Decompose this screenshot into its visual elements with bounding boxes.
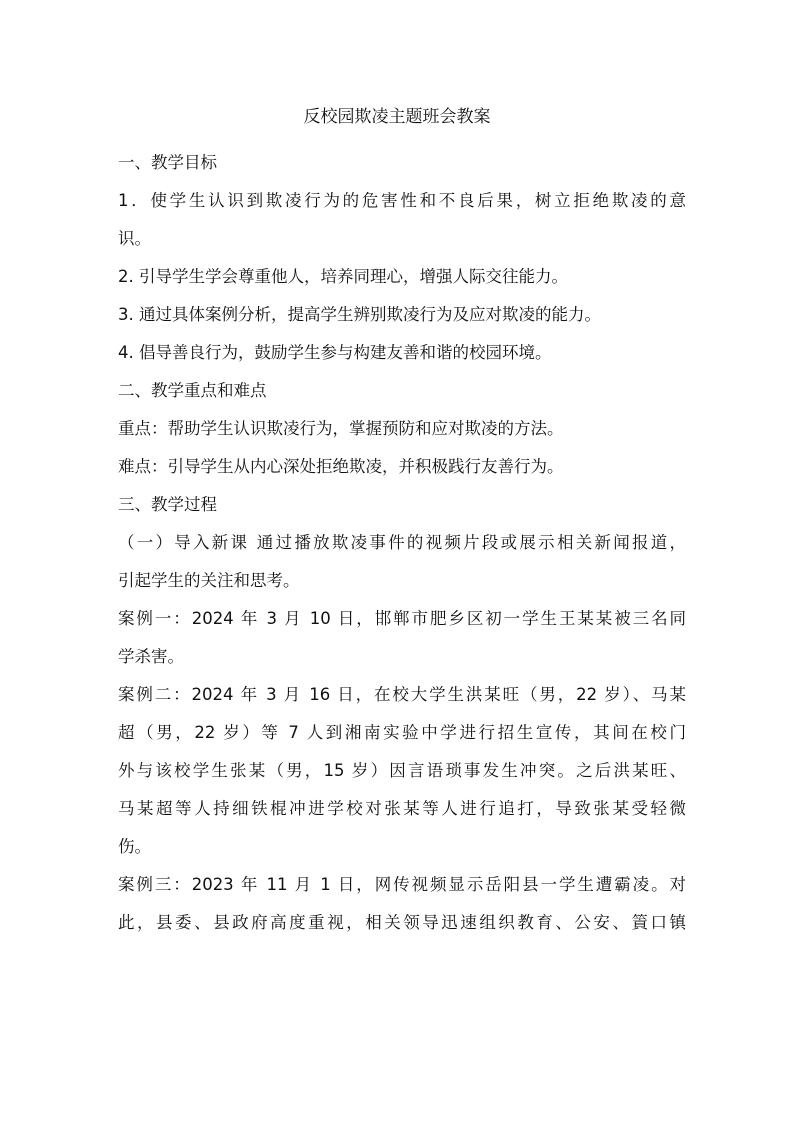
paragraph-line: 案例二：2024 年 3 月 16 日，在校大学生洪某旺（男，22 岁）、马某 [118, 685, 686, 704]
paragraph-line: （一）导入新课 通过播放欺凌事件的视频片段或展示相关新闻报道， [118, 533, 686, 552]
section-heading-objectives: 一、教学目标 [118, 153, 217, 172]
paragraph-line: 此，县委、县政府高度重视，相关领导迅速组织教育、公安、篢口镇 [118, 913, 686, 932]
section-heading-process: 三、教学过程 [118, 495, 217, 514]
paragraph-line: 案例三：2023 年 11 月 1 日，网传视频显示岳阳县一学生遭霸凌。对 [118, 875, 686, 894]
paragraph-line: 2. 引导学生学会尊重他人，培养同理心，增强人际交往能力。 [118, 267, 568, 286]
paragraph-line: 难点：引导学生从内心深处拒绝欺凌，并积极践行友善行为。 [118, 457, 564, 476]
document-body [118, 144, 686, 942]
paragraph-line: 重点：帮助学生认识欺凌行为，掌握预防和应对欺凌的方法。 [118, 419, 564, 438]
paragraph-line: 超（男，22 岁）等 7 人到湘南实验中学进行招生宣传，其间在校门 [118, 723, 686, 742]
paragraph-line: 3. 通过具体案例分析，提高学生辨别欺凌行为及应对欺凌的能力。 [118, 305, 601, 324]
paragraph-line: 外与该校学生张某（男，15 岁）因言语琐事发生冲突。之后洪某旺、 [118, 761, 686, 780]
paragraph-line: 识。 [118, 229, 151, 248]
paragraph-line: 学杀害。 [118, 647, 184, 666]
paragraph-line: 案例一：2024 年 3 月 10 日，邯郸市肥乡区初一学生王某某被三名同 [118, 609, 686, 628]
paragraph-line: 马某超等人持细铁棍冲进学校对张某等人进行追打，导致张某受轻微 [118, 799, 686, 818]
document-title: 反校园欺凌主题班会教案 [303, 107, 491, 127]
paragraph-line: 伤。 [118, 837, 151, 856]
paragraph-line: 引起学生的关注和思考。 [118, 571, 300, 590]
section-heading-key-points: 二、教学重点和难点 [118, 381, 267, 400]
paragraph-line: 1．使学生认识到欺凌行为的危害性和不良后果，树立拒绝欺凌的意 [118, 191, 686, 210]
paragraph-line: 4. 倡导善良行为，鼓励学生参与构建友善和谐的校园环境。 [118, 343, 552, 362]
